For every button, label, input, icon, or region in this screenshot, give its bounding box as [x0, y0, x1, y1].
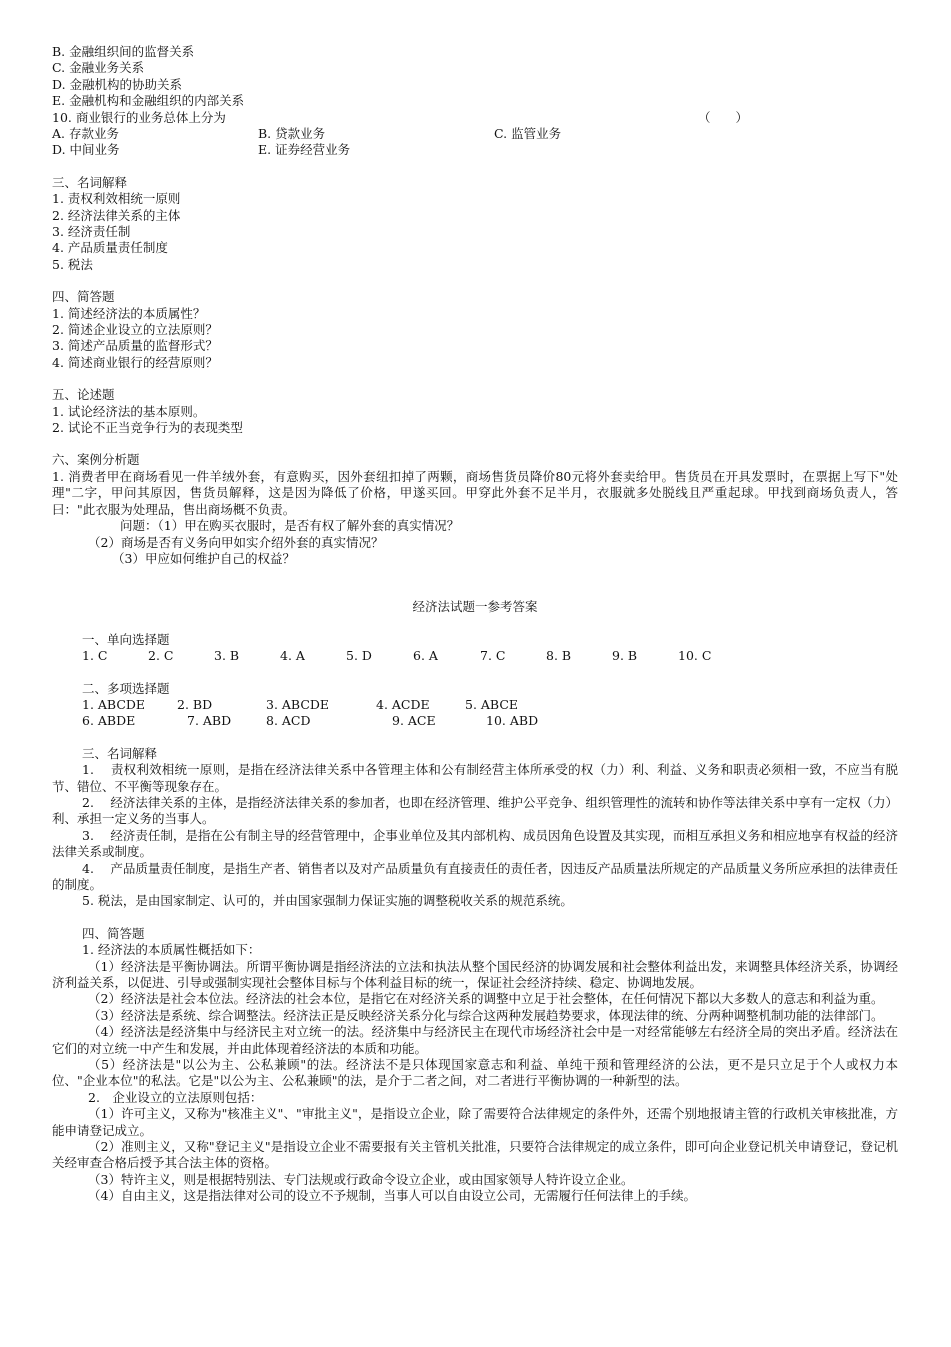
- q9-option-b: B. 金融组织间的监督关系: [52, 44, 195, 59]
- section-5-title: 五、论述题: [52, 387, 115, 403]
- section-3-item: 4. 产品质量责任制度: [52, 240, 168, 256]
- answer-item: 3. B: [214, 648, 240, 664]
- section-3-item: 2. 经济法律关系的主体: [52, 207, 181, 223]
- answer-item: 7. C: [480, 648, 506, 664]
- term-answer-2: 2. 经济法律关系的主体，是指经济法律关系的参加者，也即在经济管理、维护公平竞争、组织管理性的流转和协作等法律关系中享有一定权（力）利、承担一定义务的当事人。: [52, 794, 898, 827]
- q9-option-c: C. 金融业务关系: [52, 60, 145, 76]
- answer-item: 5. D: [346, 648, 372, 664]
- q10-option-e: E. 证券经营业务: [258, 142, 351, 158]
- section-4-item: 2. 简述企业设立的立法原则？: [52, 322, 218, 338]
- answers-terms-title: 三、名词解释: [82, 745, 158, 761]
- short-answer-para: （4）自由主义，这是指法律对公司的设立不予规制，当事人可以自由设立公司，无需履行任何法律上的手续。: [88, 1188, 696, 1204]
- term-answer-4: 4. 产品质量责任制度，是指生产者、销售者以及对产品质量负有直接责任的责任者，因违反产品质量法所规定的产品质量义务所应承担的法律责任的制度。: [52, 860, 898, 892]
- document-page: [52, 44, 898, 1205]
- short-answer-para: （3）经济法是系统、综合调整法。经济法正是反映经济关系分化与综合这两种发展趋势要求，体现法律的统、分两种调整机制功能的法律部门。: [88, 1007, 884, 1023]
- q10-option-c: C. 监管业务: [494, 126, 562, 142]
- section-4-title: 四、简答题: [52, 289, 115, 305]
- q10-stem-row: [52, 110, 898, 126]
- q10-option-d: D. 中间业务: [52, 142, 120, 158]
- short-answer-para: （2）经济法是社会本位法。经济法的社会本位，是指它在对经济关系的调整中立足于社会整体，在任何情况下都以大多数人的意志和利益为重。: [88, 991, 884, 1007]
- case-question-3: （3）甲应如何维护自己的权益？: [112, 550, 295, 566]
- section-3-item: 3. 经济责任制: [52, 224, 131, 240]
- term-answer-3: 3. 经济责任制，是指在公有制主导的经营管理中，企事业单位及其内部机构、成员因角色设置及其实现，而相互承担义务和相应地享有权益的经济法律关系或制度。: [52, 827, 898, 860]
- section-6-title: 六、案例分析题: [52, 452, 140, 468]
- answer-item: 8. ACD: [266, 713, 311, 729]
- section-3-item: 1. 责权利效相统一原则: [52, 191, 181, 207]
- answer-item: 8. B: [546, 648, 572, 664]
- answers-short-title: 四、简答题: [82, 925, 145, 941]
- answer-item: 9. B: [612, 648, 638, 664]
- section-3-title: 三、名词解释: [52, 174, 128, 190]
- section-4-item: 3. 简述产品质量的监督形式？: [52, 338, 218, 354]
- answer-item: 3. ABCDE: [266, 696, 330, 712]
- answer-item: 9. ACE: [392, 713, 436, 729]
- q10-stem: 10. 商业银行的业务总体上分为: [52, 109, 226, 125]
- answer-item: 2. BD: [177, 696, 213, 712]
- answer-item: 4. ACDE: [376, 696, 430, 712]
- answers-multi-row-2: [52, 713, 898, 729]
- answer-item: 10. C: [678, 648, 712, 664]
- term-answer-1: 1. 责权利效相统一原则，是指在经济法律关系中各管理主体和公有制经营主体所承受的权（力）利、利益、义务和职责必须相一致，不应当有脱节、错位、不平衡等现象存在。: [52, 762, 898, 794]
- q9-option-e: E. 金融机构和金融组织的内部关系: [52, 93, 245, 109]
- section-4-item: 1. 简述经济法的本质属性？: [52, 305, 206, 321]
- section-5-item: 1. 试论经济法的基本原则。: [52, 403, 206, 419]
- short-answer-heading-1: 1. 经济法的本质属性概括如下：: [82, 942, 261, 958]
- answer-item: 1. ABCDE: [82, 696, 146, 712]
- answer-item: 6. A: [413, 648, 438, 664]
- answers-multi-row-1: [52, 697, 898, 713]
- answer-item: 6. ABDE: [82, 713, 136, 729]
- section-4-item: 4. 简述商业银行的经营原则？: [52, 354, 218, 370]
- case-question-1: 问题：（1）甲在购买衣服时，是否有权了解外套的真实情况？: [120, 518, 460, 534]
- short-answer-para: （3）特许主义，则是根据特别法、专门法规或行政命令设立企业，或由国家领导人特许设立企业。: [88, 1171, 634, 1187]
- q10-options-row-2: [52, 142, 898, 158]
- case-text: 1. 消费者甲在商场看见一件羊绒外套，有意购买，因外套纽扣掉了两颗，商场售货员降价80元将外套卖给甲。售货员在开具发票时，在票据上写下"处理"二字，甲问其原因，售货员解释，这是因为降低了价格，甲遂买回。甲穿此外套不足半月，衣服就多处脱线且严重起球。甲找到商场负责人，答曰："此衣服为处理品，售出商场概不负责。: [52, 468, 898, 517]
- answer-item: 5. ABCE: [465, 696, 519, 712]
- short-answer-para: （4）经济法是经济集中与经济民主对立统一的法。经济集中与经济民主在现代市场经济社会中是一对经常能够左右经济全局的突出矛盾。经济法在它们的对立统一中产生和发展，并由此体现着经济法的本质和功能。: [52, 1024, 898, 1056]
- q9-option-d: D. 金融机构的协助关系: [52, 76, 183, 92]
- answer-item: 2. C: [148, 648, 174, 664]
- q10-option-a: A. 存款业务: [52, 126, 119, 142]
- answers-single-title: 一、单向选择题: [82, 631, 170, 647]
- answer-item: 7. ABD: [187, 713, 232, 729]
- short-answer-para: （1）经济法是平衡协调法。所谓平衡协调是指经济法的立法和执法从整个国民经济的协调发展和社会整体利益出发，来调整具体经济关系，协调经济利益关系，以促进、引导或强制实现社会整体目标与个体利益目标的统一，保证社会经济持续、稳定、协调地发展。: [52, 958, 898, 990]
- short-answer-para: （2）准则主义，又称"登记主义"是指设立企业不需要报有关主管机关批准，只要符合法律规定的成立条件，即可向企业登记机关申请登记，登记机关经审查合格后授予其合法主体的资格。: [52, 1139, 898, 1171]
- answers-multi-title: 二、多项选择题: [82, 680, 170, 696]
- q10-option-b: B. 贷款业务: [258, 126, 326, 142]
- answer-key-title: 经济法试题一参考答案: [412, 599, 538, 615]
- case-question-2: （2）商场是否有义务向甲如实介绍外套的真实情况？: [88, 534, 384, 550]
- short-answer-para: （1）许可主义，又称为"核准主义"、"审批主义"，是指设立企业，除了需要符合法律规定的条件外，还需个别地报请主管的行政机关审核批准，方能申请登记成立。: [52, 1106, 898, 1138]
- q10-options-row-1: [52, 126, 898, 142]
- answer-item: 4. A: [280, 648, 305, 664]
- section-5-item: 2. 试论不正当竞争行为的表现类型: [52, 420, 243, 436]
- answers-single-row: [52, 648, 898, 664]
- q10-answer-paren: （ ）: [698, 109, 749, 125]
- answer-item: 10. ABD: [486, 713, 539, 729]
- term-answer-5: 5. 税法，是由国家制定、认可的，并由国家强制力保证实施的调整税收关系的规范系统。: [82, 893, 573, 909]
- answer-item: 1. C: [82, 648, 108, 664]
- section-3-item: 5. 税法: [52, 256, 93, 272]
- short-answer-heading-2: 2. 企业设立的立法原则包括：: [88, 1089, 263, 1105]
- short-answer-para: （5）经济法是"以公为主、公私兼顾"的法。经济法不是只体现国家意志和利益、单纯干预和管理经济的公法，更不是只立足于个人或权力本位、"企业本位"的私法。它是"以公为主、公私兼顾"的法，是介于二者之间，对二者进行平衡协调的一种新型的法。: [52, 1057, 898, 1089]
